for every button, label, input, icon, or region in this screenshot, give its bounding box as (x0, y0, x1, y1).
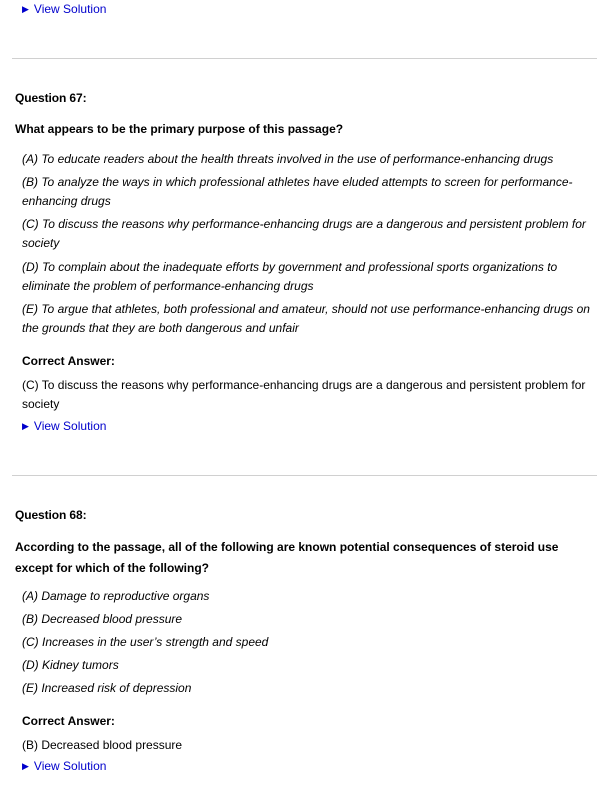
view-solution-label: View Solution (33, 419, 107, 433)
correct-answer-text: (B) Decreased blood pressure (22, 738, 183, 752)
view-solution-link[interactable] (22, 419, 106, 433)
question-number: Question 67: (15, 91, 87, 105)
correct-answer-label: Correct Answer: (22, 714, 115, 728)
view-solution-label: View Solution (33, 2, 107, 16)
question-number: Question 68: (15, 508, 87, 522)
view-solution-link[interactable] (22, 759, 106, 773)
answer-choice-d: (D) To complain about the inadequate efforts by government and professional sports organizations to eliminate the problem of performance-enhancing drugs (22, 260, 558, 293)
question-prompt: According to the passage, all of the following are known potential consequences of steroid use except for which of the following? (15, 540, 559, 575)
answer-choice-b: (B) To analyze the ways in which professional athletes have eluded attempts to screen for performance-enhancing drugs (22, 175, 573, 208)
correct-answer-text: (C) To discuss the reasons why performance-enhancing drugs are a dangerous and persistent problem for society (22, 378, 586, 411)
answer-choice-c: (C) To discuss the reasons why performance-enhancing drugs are a dangerous and persistent problem for society (22, 217, 586, 250)
correct-answer-label: Correct Answer: (22, 354, 115, 368)
answer-choice-c: (C) Increases in the user’s strength and speed (22, 635, 269, 649)
play-triangle-icon: ▶ (22, 421, 29, 431)
answer-choice-a: (A) Damage to reproductive organs (22, 589, 210, 603)
play-triangle-icon: ▶ (22, 761, 29, 771)
answer-choice-e: (E) Increased risk of depression (22, 681, 192, 695)
question-prompt: What appears to be the primary purpose of this passage? (15, 122, 344, 136)
view-solution-label: View Solution (33, 759, 107, 773)
divider (12, 58, 597, 59)
answer-choice-d: (D) Kidney tumors (22, 658, 119, 672)
answer-choice-b: (B) Decreased blood pressure (22, 612, 183, 626)
play-triangle-icon: ▶ (22, 4, 29, 14)
answer-choice-e: (E) To argue that athletes, both professional and amateur, should not use performance-enhancing drugs on the grounds that they are both dangerous and unfair (22, 302, 590, 335)
answer-choice-a: (A) To educate readers about the health threats involved in the use of performance-enhancing drugs (22, 152, 554, 166)
divider (12, 475, 597, 476)
view-solution-link[interactable] (22, 2, 106, 16)
